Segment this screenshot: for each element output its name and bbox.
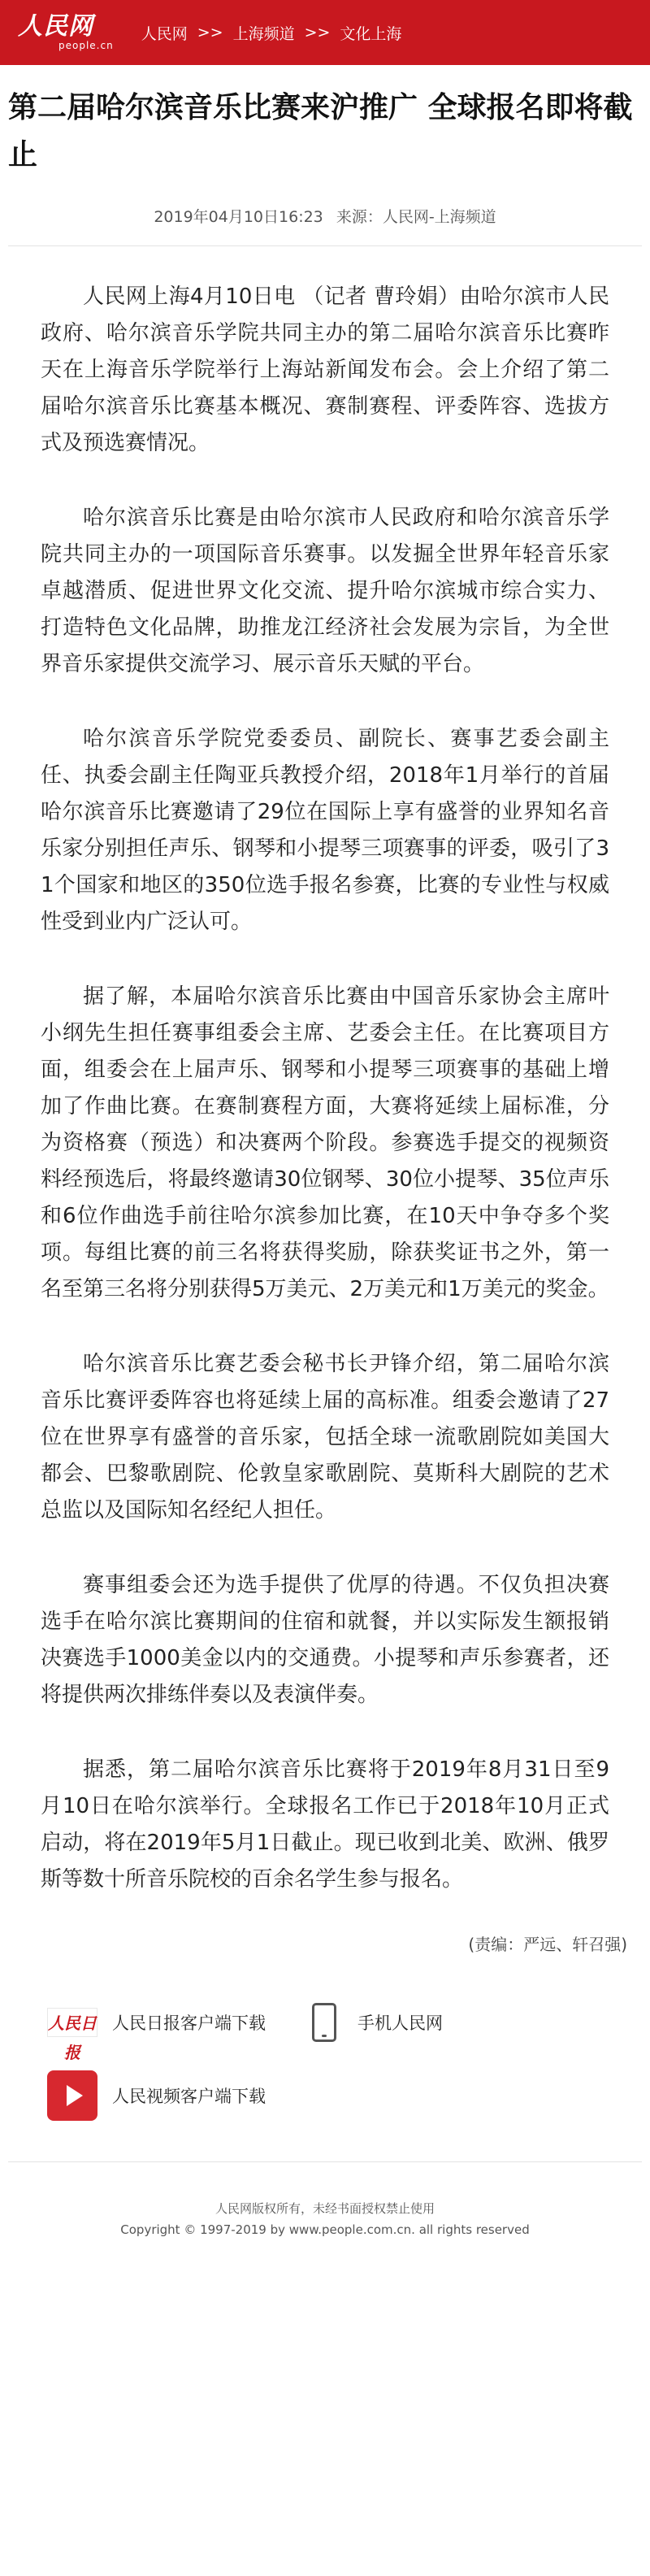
article-meta bbox=[0, 205, 650, 229]
app-downloads bbox=[0, 1994, 650, 2124]
download-row bbox=[47, 1994, 603, 2062]
article-paragraph-2: 哈尔滨音乐比赛是由哈尔滨市人民政府和哈尔滨音乐学院共同主办的一项国际音乐赛事。以发掘全世界年轻音乐家卓越潜质、促进世界文化交流、提升哈尔滨城市综合实力、打造特色文化品牌，助推龙江经济社会发展为宗旨，为全世界音乐家提供交流学习、展示音乐天赋的平台。 bbox=[41, 506, 609, 676]
article-paragraph-6: 赛事组委会还为选手提供了优厚的待遇。不仅负担决赛选手在哈尔滨比赛期间的住宿和就餐，并以实际发生额报销决赛选手1000美金以内的交通费。小提琴和声乐参赛者，还将提供两次排练伴奏以及表演伴奏。 bbox=[41, 1573, 609, 1707]
rmrb-logo-icon: 人民日报 bbox=[47, 2008, 98, 2037]
article-paragraph-7: 据悉，第二届哈尔滨音乐比赛将于2019年8月31日至9月10日在哈尔滨举行。全球报名工作已于2018年10月正式启动，将在2019年5月1日截止。现已收到北美、欧洲、俄罗斯等数十所音乐院校的百余名学生参与报名。 bbox=[41, 1757, 609, 1892]
breadcrumb-item-culture[interactable]: 文化上海 bbox=[340, 24, 402, 43]
video-app-download-label: 人民视频客户端下载 bbox=[112, 2087, 266, 2106]
download-row bbox=[47, 2067, 603, 2124]
video-app-download-link[interactable] bbox=[47, 2070, 304, 2121]
video-play-icon bbox=[47, 2070, 98, 2121]
rmrb-app-download-label: 人民日报客户端下载 bbox=[112, 2013, 266, 2033]
article-paragraph-1: 人民网上海4月10日电 （记者 曹玲娟）由哈尔滨市人民政府、哈尔滨音乐学院共同主办的第二届哈尔滨音乐比赛昨天在上海音乐学院举行上海站新闻发布会。会上介绍了第二届哈尔滨音乐比赛基本概况、赛制赛程、评委阵容、选拔方式及预选赛情况。 bbox=[41, 285, 609, 455]
phone-icon bbox=[312, 2003, 336, 2042]
footer-divider bbox=[8, 2161, 642, 2162]
article-datetime: 2019年04月10日16:23 bbox=[154, 208, 323, 226]
people-logo[interactable] bbox=[18, 14, 114, 51]
breadcrumb-separator: >> bbox=[197, 24, 223, 41]
article-source: 来源：人民网-上海频道 bbox=[336, 208, 496, 226]
footer-copyright-notice: 人民网版权所有，未经书面授权禁止使用 bbox=[214, 2201, 435, 2216]
top-bar bbox=[0, 0, 650, 65]
breadcrumb-item-people[interactable]: 人民网 bbox=[141, 24, 188, 43]
logo-sub-text: people.cn bbox=[58, 40, 114, 51]
breadcrumb-separator: >> bbox=[304, 24, 331, 41]
article-paragraph-5: 哈尔滨音乐比赛艺委会秘书长尹锋介绍，第二届哈尔滨音乐比赛评委阵容也将延续上届的高标准。组委会邀请了27位在世界享有盛誉的音乐家，包括全球一流歌剧院如美国大都会、巴黎歌剧院、伦敦皇家歌剧院、莫斯科大剧院的艺术总监以及国际知名经纪人担任。 bbox=[41, 1352, 609, 1523]
breadcrumb-item-shanghai[interactable]: 上海频道 bbox=[232, 24, 295, 43]
title-divider bbox=[8, 245, 642, 246]
rmrb-app-download-link[interactable] bbox=[47, 2008, 304, 2062]
breadcrumb bbox=[141, 22, 402, 44]
logo-main-text: 人民网 bbox=[18, 12, 93, 41]
mobile-people-label: 手机人民网 bbox=[358, 2013, 443, 2033]
article-body bbox=[0, 279, 650, 1898]
article-title: 第二届哈尔滨音乐比赛来沪推广 全球报名即将截止 bbox=[8, 91, 633, 172]
footer-copyright-line: Copyright © 1997-2019 by www.people.com.cn. all rights reserved bbox=[120, 2222, 530, 2237]
footer bbox=[0, 2198, 650, 2240]
editor-credit: (责编：严远、轩召强) bbox=[468, 1935, 627, 1954]
article-paragraph-4: 据了解，本届哈尔滨音乐比赛由中国音乐家协会主席叶小纲先生担任赛事组委会主席、艺委会主任。在比赛项目方面，组委会在上届声乐、钢琴和小提琴三项赛事的基础上增加了作曲比赛。在赛制赛程方面，大赛将延续上届标准，分为资格赛（预选）和决赛两个阶段。参赛选手提交的视频资料经预选后，将最终邀请30位钢琴、30位小提琴、35位声乐和6位作曲选手前往哈尔滨参加比赛，在10天中争夺多个奖项。每组比赛的前三名将获得奖励，除获奖证书之外，第一名至第三名将分别获得5万美元、2万美元和1万美元的奖金。 bbox=[41, 984, 609, 1301]
mobile-people-link[interactable] bbox=[304, 2003, 561, 2042]
article-paragraph-3: 哈尔滨音乐学院党委委员、副院长、赛事艺委会副主任、执委会副主任陶亚兵教授介绍，2018年1月举行的首届哈尔滨音乐比赛邀请了29位在国际上享有盛誉的业界知名音乐家分别担任声乐、钢琴和小提琴三项赛事的评委，吸引了31个国家和地区的350位选手报名参赛，比赛的专业性与权威性受到业内广泛认可。 bbox=[41, 727, 609, 934]
